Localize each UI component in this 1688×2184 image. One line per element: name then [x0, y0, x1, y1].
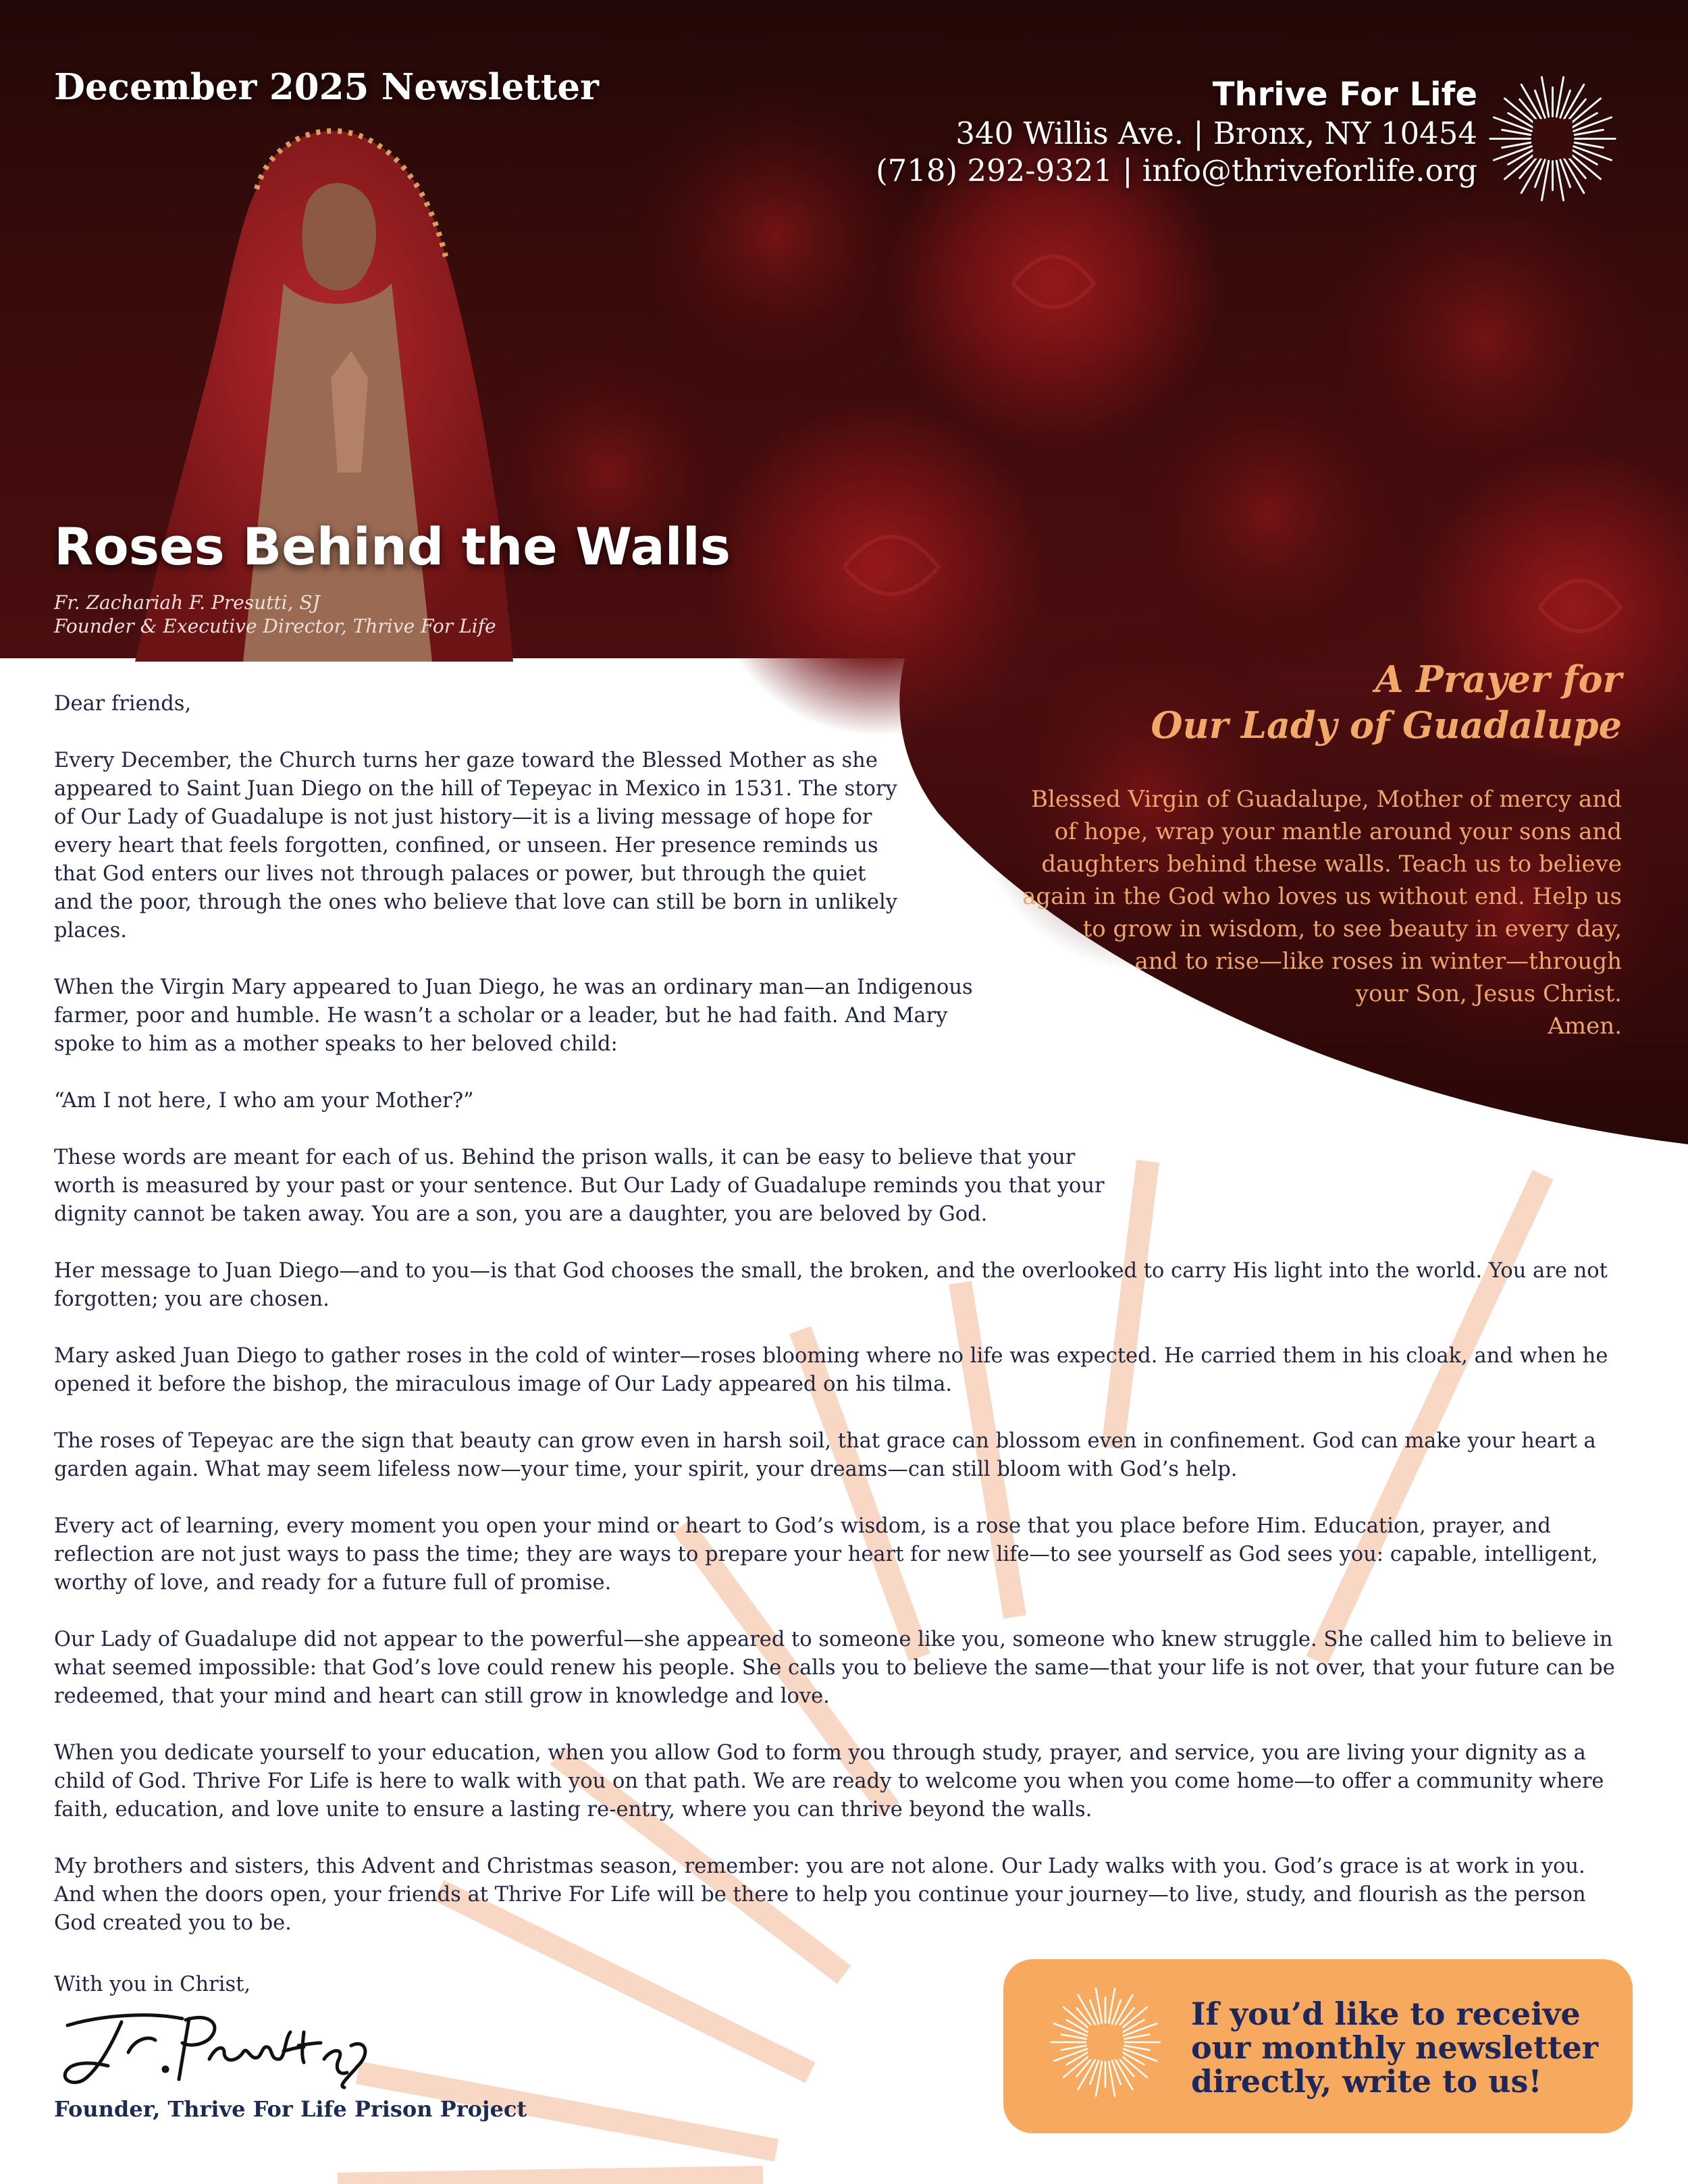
author-name: Fr. Zachariah F. Presutti, SJ — [54, 591, 320, 614]
sunburst-icon — [1048, 1985, 1163, 2100]
prayer-line: Blessed Virgin of Guadalupe, Mother of mercy and — [1031, 786, 1622, 813]
letter-paragraph: These words are meant for each of us. Behind the prison walls, it can be easy to believe that your worth is measured by your past or your sentence. But Our Lady of Guadalupe reminds you that your dignity cannot be taken away. You are a son, you are a daughter, you are beloved by God. — [54, 1146, 1105, 1226]
callout-line: directly, write to us! — [1191, 2063, 1542, 2100]
letter-quote: “Am I not here, I who am your Mother?” — [54, 1089, 474, 1113]
organization-contact: (718) 292-9321 | info@thriveforlife.org — [876, 153, 1477, 188]
newsletter-issue-title: December 2025 Newsletter — [54, 66, 599, 108]
prayer-line: to grow in wisdom, to see beauty in every day, — [1082, 915, 1622, 942]
newsletter-signup-callout — [1003, 1959, 1633, 2133]
prayer-line: of hope, wrap your mantle around your sons and — [1054, 818, 1622, 845]
letter-paragraph: When you dedicate yourself to your education, when you allow God to form you through study, prayer, and service, you are living your dignity as a child of God. Thrive For Life is here to walk with you on that path. We are ready to welcome you when you come home—to offer a community where faith, education, and love unite to ensure a lasting re-entry, where you can thrive beyond the walls. — [54, 1741, 1604, 1821]
prayer-line: again in the God who loves us without end. Help us — [1022, 883, 1622, 910]
prayer-title-line-2: Our Lady of Guadalupe — [1151, 703, 1622, 747]
article-title: Roses Behind the Walls — [54, 516, 731, 577]
letter-paragraph: Her message to Juan Diego—and to you—is that God chooses the small, the broken, and the overlooked to carry His light into the world. You are not forgotten; you are chosen. — [54, 1259, 1608, 1311]
prayer-line: your Son, Jesus Christ. — [1355, 980, 1622, 1007]
callout-line: our monthly newsletter — [1191, 2029, 1599, 2066]
letter-body — [54, 690, 1627, 1938]
callout-text — [1191, 1997, 1598, 2098]
letter-paragraph: Mary asked Juan Diego to gather roses in the cold of winter—roses blooming where no life was expected. He carried them in his cloak, and when he opened it before the bishop, the miraculous image of Our Lady appeared on his tilma. — [54, 1344, 1608, 1396]
letter-paragraph: Every December, the Church turns her gaze toward the Blessed Mother as she appeared to Saint Juan Diego on the hill of Tepeyac in Mexico in 1531. The story of Our Lady of Guadalupe is not just history—it is a living message of hope for every heart that feels forgotten, confined, or unseen. Her presence reminds us that God enters our lives not through palaces or power, but through the quiet and the poor, through the ones who believe that love can still be born in unlikely places. — [54, 749, 897, 942]
letter-paragraph: Our Lady of Guadalupe did not appear to the powerful—she appeared to someone like you, someone who knew struggle. She called him to believe in what seemed impossible: that God’s love could renew his people. She calls you to believe the same—that your life is not over, that your future can be redeemed, that your mind and heart can still grow in knowledge and love. — [54, 1628, 1615, 1708]
prayer-line: Amen. — [1548, 1013, 1622, 1040]
organization-info — [876, 74, 1477, 189]
letter-paragraph: My brothers and sisters, this Advent and Christmas season, remember: you are not alone. Our Lady walks with you. God’s grace is at work in you. And when the doors open, your friends at Thrive For Life will be there to help you continue your journey—to live, study, and flourish as the person God created you to be. — [54, 1855, 1586, 1935]
prayer-line: daughters behind these walls. Teach us to believe — [1041, 851, 1622, 878]
letter-greeting: Dear friends, — [54, 692, 192, 716]
organization-address: 340 Willis Ave. | Bronx, NY 10454 — [955, 115, 1477, 151]
sunburst-logo-icon — [1487, 73, 1618, 205]
letter-paragraph: Every act of learning, every moment you open your mind or heart to God’s wisdom, is a rose that you place before Him. Education, prayer, and reflection are not just ways to pass the time; they are ways to prepare your heart for new life—to see yourself as God sees you: capable, intelligent, worthy of love, and ready for a future full of promise. — [54, 1514, 1598, 1595]
letter-paragraph: When the Virgin Mary appeared to Juan Diego, he was an ordinary man—an Indigenous farmer, poor and humble. He wasn’t a scholar or a leader, but he had faith. And Mary spoke to him as a mother speaks to her beloved child: — [54, 976, 973, 1056]
author-role: Founder & Executive Director, Thrive For Life — [54, 615, 496, 637]
letter-paragraph: The roses of Tepeyac are the sign that beauty can grow even in harsh soil, that grace can blossom even in confinement. God can make your heart a garden again. What may seem lifeless now—your time, your spirit, your dreams—can still bloom with God’s help. — [54, 1429, 1596, 1481]
organization-name: Thrive For Life — [1212, 76, 1477, 113]
founder-title: Founder, Thrive For Life Prison Project — [54, 2096, 527, 2122]
prayer-title-line-1: A Prayer for — [1375, 658, 1622, 701]
callout-line: If you’d like to receive — [1191, 1996, 1581, 2032]
handwritten-signature — [47, 1998, 385, 2093]
prayer-line: and to rise—like roses in winter—through — [1134, 948, 1622, 975]
letter-closing: With you in Christ, — [54, 1973, 251, 1996]
article-byline — [54, 591, 496, 638]
